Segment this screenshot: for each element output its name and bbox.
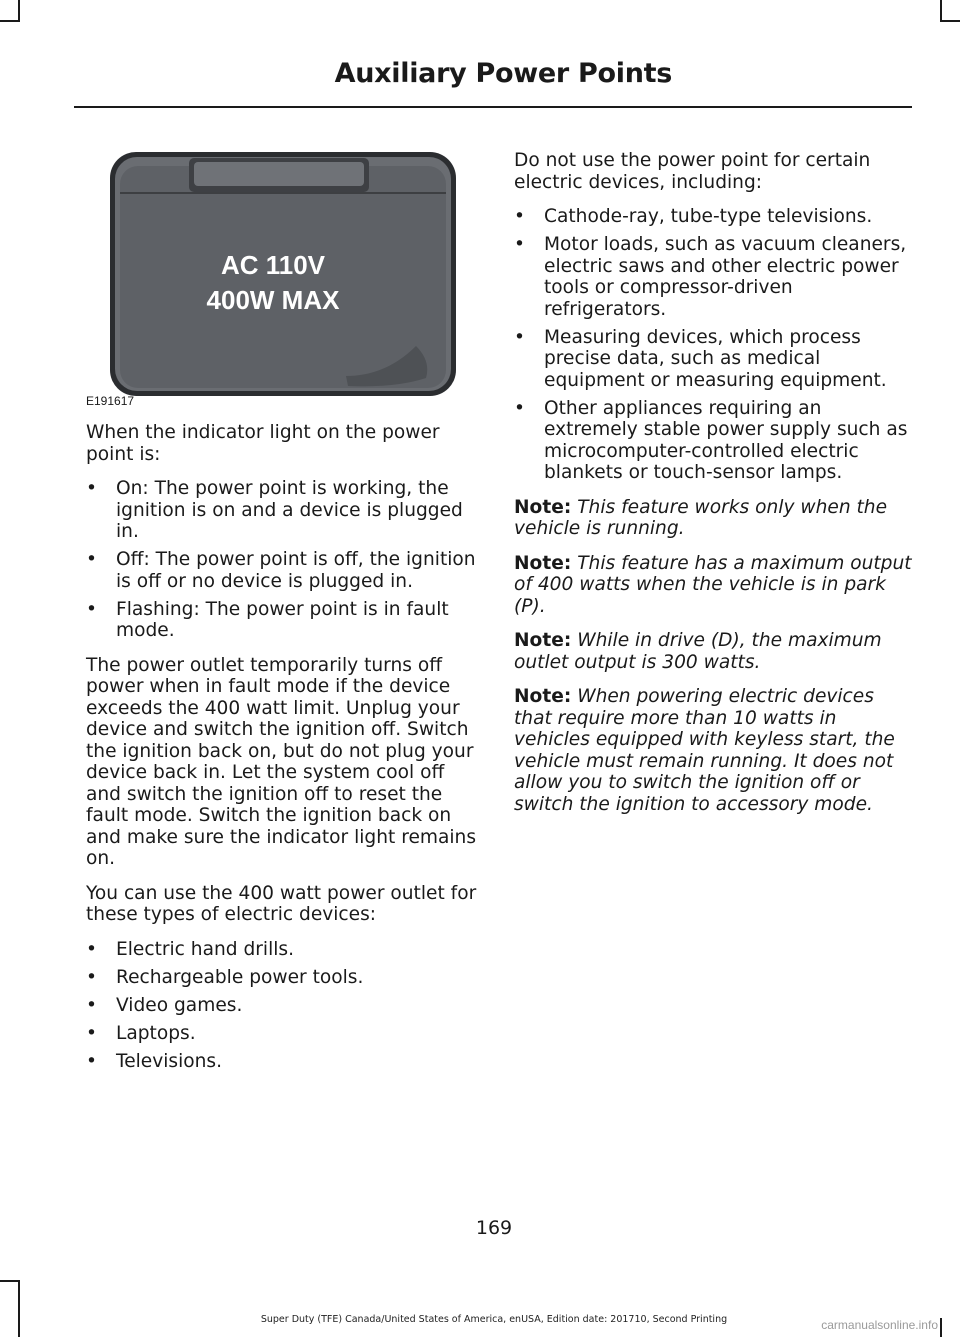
note-text: This feature works only when the vehicle is running. [514,496,888,539]
watermark[interactable]: carmanualsonline.info [821,1318,938,1332]
list-item: • Other appliances requiring an extremely stable power supply such as microcomputer-controlled electric blankets or touch-sensor lamps. [514,398,912,484]
right-column [514,150,912,828]
indicator-states-list [86,478,478,642]
list-item: • On: The power point is working, the ignition is on and a device is plugged in. [86,478,478,543]
note-label: Note: [514,630,572,651]
list-item: • Rechargeable power tools. [86,967,478,989]
outlet-wattage-label: 400W MAX [206,285,340,315]
list-item: • Flashing: The power point is in fault mode. [86,599,478,642]
crop-mark [940,20,960,22]
note-text: When powering electric devices that require more than 10 watts in vehicles equipped with keyless start, the vehicle must remain running. It does not allow you to switch the ignition off or switch the ignition to accessory mode. [514,686,895,815]
crop-mark [18,0,20,22]
figure-id: E191617 [86,393,135,408]
prohibited-devices-intro: Do not use the power point for certain electric devices, including: [514,150,871,193]
power-outlet-cover-image [86,146,460,412]
fault-mode-paragraph: The power outlet temporarily turns off power when in fault mode if the device exceeds the 400 watt limit. Unplug your device and switch the ignition off. Switch the ignition back on, but do not plug your device back in. Let the system cool off and switch the ignition off to reset the fault mode. Switch the ignition back on and make sure the indicator light remains on. [86,654,477,869]
list-item: • Televisions. [86,1051,478,1073]
list-item: • Measuring devices, which process precise data, such as medical equipment or measuring equipment. [514,327,912,392]
note-text: This feature has a maximum output of 400 watts when the vehicle is in park (P). [514,552,912,617]
crop-mark [18,1280,20,1337]
prohibited-devices-list [514,206,912,484]
list-item: • Electric hand drills. [86,939,478,961]
note [514,630,912,673]
page-title: Auxiliary Power Points [334,58,672,89]
note-label: Note: [514,496,572,518]
note [514,497,912,540]
allowed-devices-list [86,939,478,1073]
outlet-voltage-label: AC 110V [220,250,326,280]
note-label: Note: [514,552,572,574]
list-item: • Off: The power point is off, the ignition is off or no device is plugged in. [86,549,478,592]
list-item: • Laptops. [86,1023,478,1045]
left-column [86,146,478,1085]
indicator-intro: When the indicator light on the power point is: [86,422,440,465]
power-outlet-figure [86,146,460,412]
list-item: • Video games. [86,995,478,1017]
page-number: 169 [475,1217,513,1239]
list-item: • Cathode-ray, tube-type televisions. [514,206,912,228]
header-divider [74,106,912,108]
note [514,686,912,815]
note-text: While in drive (D), the maximum outlet output is 300 watts. [514,630,882,673]
allowed-devices-intro: You can use the 400 watt power outlet for these types of electric devices: [86,882,477,925]
footer-edition-info: Super Duty (TFE) Canada/United States of America, enUSA, Edition date: 201710, Second Printing [260,1314,728,1325]
crop-mark [940,0,942,22]
note [514,553,912,618]
crop-mark [0,1280,20,1282]
list-item: • Motor loads, such as vacuum cleaners, electric saws and other electric power tools or compressor-driven refrigerators. [514,234,912,320]
note-label: Note: [514,686,572,707]
crop-mark [0,20,20,22]
